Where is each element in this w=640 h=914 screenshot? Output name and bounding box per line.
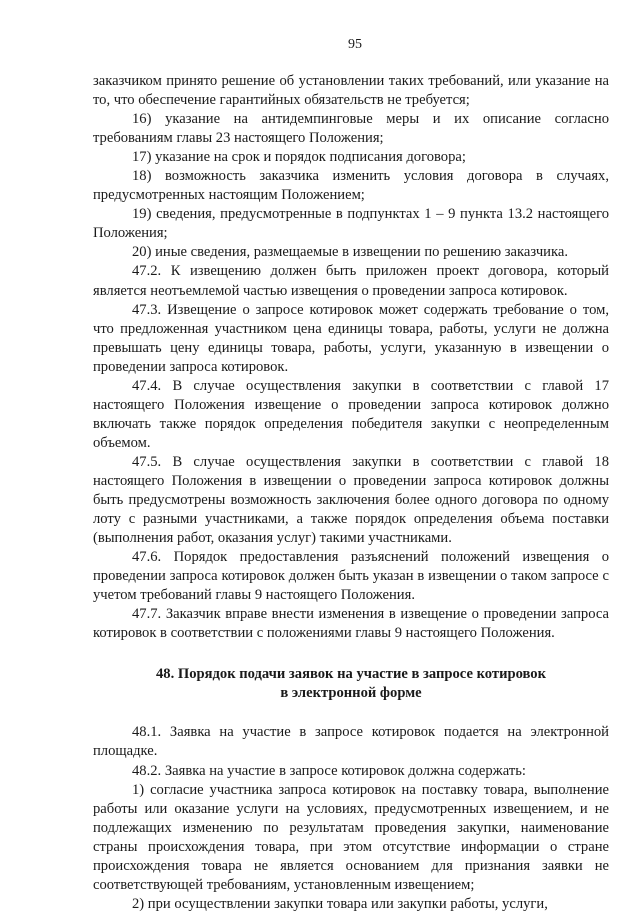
section-48-heading: [93, 665, 609, 703]
heading-line-1: 48. Порядок подачи заявок на участие в запросе котировок: [155, 666, 547, 683]
paragraph: 47.7. Заказчик вправе внести изменения в извещение о проведении запроса котировок в соответствии с положениями главы 9 настоящего Положения.: [93, 606, 609, 642]
paragraph: 18) возможность заказчика изменить условия договора в случаях, предусмотренных настоящим Положением;: [93, 168, 609, 204]
paragraph: 16) указание на антидемпинговые меры и их описание согласно требованиям главы 23 настоящего Положения;: [93, 111, 609, 147]
paragraph: 1) согласие участника запроса котировок на поставку товара, выполнение работы или оказание услуги на условиях, предусмотренных извещением, и не подлежащих изменению по результатам проведения закупки, наименование страны происхождения товара, при этом отсутствие информации о стране происхождения товара не является основанием для признания заявки не соответствующей требованиям, установленным извещением;: [93, 781, 609, 893]
paragraph: 20) иные сведения, размещаемые в извещении по решению заказчика.: [132, 244, 568, 261]
paragraph: 47.3. Извещение о запросе котировок может содержать требование о том, что предложенная участником цена единицы товара, работы, услуги не должна превышать цену единицы товара, работы, услуги, указанную в извещении о проведении запроса котировок.: [93, 301, 609, 375]
paragraph: 47.5. В случае осуществления закупки в соответствии с главой 18 настоящего Положения в извещении о проведении запроса котировок должны быть предусмотрены возможность заключения более одного договора по одному лоту с разными участниками, а также порядок определения объема поставки (выполнения работ, оказания услуг) такими участниками.: [93, 453, 609, 547]
paragraph: 19) сведения, предусмотренные в подпунктах 1 – 9 пункта 13.2 настоящего Положения;: [93, 206, 609, 242]
section-47-text: [93, 72, 609, 643]
paragraph: 2) при осуществлении закупки товара или закупки работы, услуги,: [132, 895, 548, 912]
page-number: 95: [348, 37, 362, 52]
paragraph: 47.4. В случае осуществления закупки в соответствии с главой 17 настоящего Положения извещение о проведении запроса котировок должно включать также порядок определения победителя закупки с неопределенным объемом.: [93, 377, 609, 451]
paragraph: заказчиком принято решение об установлении таких требований, или указание на то, что обеспечение гарантийных обязательств не требуется;: [93, 73, 609, 109]
heading-line-2: в электронной форме: [280, 685, 422, 702]
section-48-text: [93, 723, 609, 913]
paragraph: 17) указание на срок и порядок подписания договора;: [132, 149, 466, 166]
document-body: [93, 72, 609, 914]
paragraph: 48.2. Заявка на участие в запросе котировок должна содержать:: [132, 762, 526, 779]
paragraph: 48.1. Заявка на участие в запросе котировок подается на электронной площадке.: [93, 724, 609, 760]
paragraph: 47.2. К извещению должен быть приложен проект договора, который является неотъемлемой частью извещения о проведении запроса котировок.: [93, 263, 609, 299]
paragraph: 47.6. Порядок предоставления разъяснений положений извещения о проведении запроса котировок должен быть указан в извещении о таком запросе с учетом требований главы 9 настоящего Положения.: [93, 549, 609, 604]
